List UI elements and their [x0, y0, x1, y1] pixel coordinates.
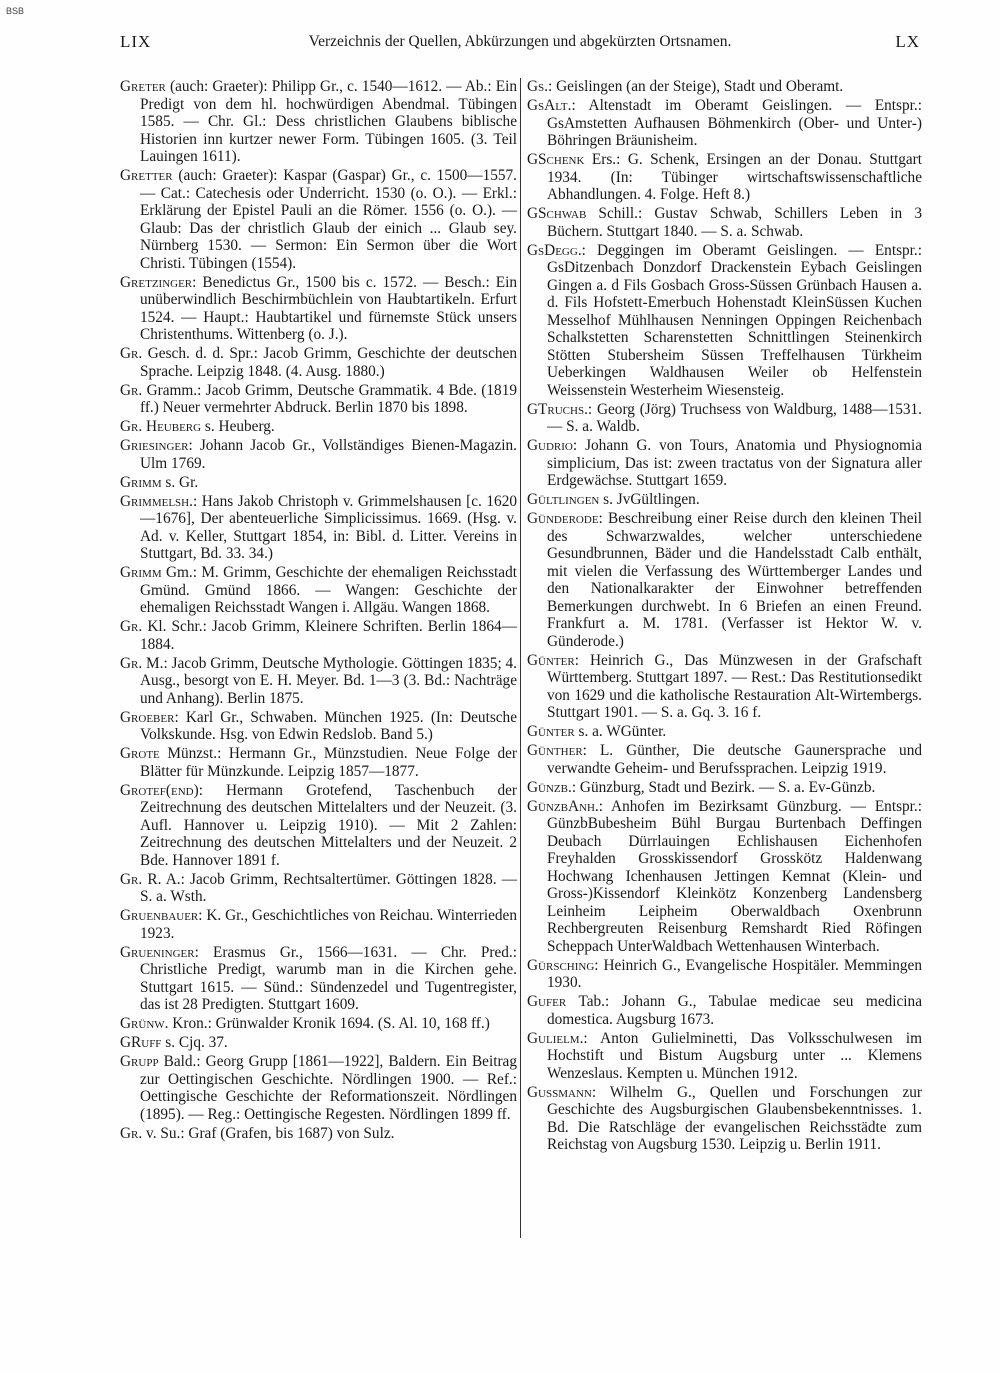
entry-key: Gr. — [120, 345, 143, 362]
left-page-number: LIX — [120, 32, 152, 51]
index-entry — [120, 907, 517, 942]
entry-text: : Geislingen (an der Steige), Stadt und Oberamt. — [548, 78, 844, 95]
index-entry — [527, 97, 922, 150]
entry-key: Gruenbauer — [120, 907, 199, 924]
index-entry — [527, 779, 922, 797]
entry-text: : K. Gr., Geschichtliches von Reichau. Winterrieden 1923. — [140, 907, 517, 942]
index-entry — [120, 78, 517, 166]
entry-text: s. JvGültlingen. — [599, 491, 700, 508]
index-entry — [120, 1015, 517, 1033]
entry-key: Gültlingen — [527, 491, 600, 508]
index-entry — [120, 274, 517, 344]
index-entry — [527, 957, 922, 992]
index-entry — [527, 78, 922, 96]
right-page-number: LX — [895, 32, 920, 51]
index-entry — [120, 474, 517, 492]
index-entry — [527, 491, 922, 509]
entry-key: Griesinger — [120, 437, 189, 454]
watermark: BSB — [6, 6, 25, 16]
entry-key: Gs. — [527, 78, 548, 95]
entry-key: Gr. — [120, 870, 143, 888]
entry-key: Grotef(end) — [120, 781, 199, 799]
entry-key: GSchenk — [527, 151, 585, 168]
column-divider — [520, 78, 521, 1238]
entry-key: Grupp — [120, 1053, 159, 1070]
index-entry — [120, 1034, 517, 1052]
index-entry — [527, 1084, 922, 1154]
entry-text: Schill.: Gustav Schwab, Schillers Leben in 3 Büchern. Stuttgart 1840. — S. a. Schwab. — [547, 205, 922, 240]
index-entry — [120, 1125, 517, 1143]
index-entry — [120, 944, 517, 1014]
index-entry — [527, 723, 922, 741]
entry-key: Günter — [527, 723, 575, 740]
entry-key: GsAlt. — [527, 97, 572, 114]
entry-key: Grimm — [120, 564, 162, 581]
entry-text: : Deggingen im Oberamt Geislingen. — Entspr.: GsDitzenbach Donzdorf Drackenstein Eybach Geislingen Gingen a. d Fils Gosbach Gross-Süssen Grünbach Hausen a. d. Fils Hofstett-Emerbuch Hohenstadt KleinSüssen Kuchen Messelhof Mühlhausen Nenningen Oppingen Reichenbach Schalkstetten Scharenstetten Schnittlingen Steinenkirch Stötten Stubersheim Süssen Treffelhausen Türkheim Ueberkingen Waldhausen Weiler ob Helfenstein Weissenstein Westerheim Wiesensteig. — [547, 241, 922, 399]
entry-text: M.: Jacob Grimm, Deutsche Mythologie. Göttingen 1835; 4. Ausg., besorgt von E. H. Meyer. Bd. 1—3 (3. Bd.: Nachträge und Anhang). Berlin 1875. — [140, 654, 517, 707]
entry-key: Gr. — [120, 618, 143, 635]
entry-text: : Hans Jakob Christoph v. Grimmelshausen [c. 1620—1676], Der abenteuerliche Simplicissimus. 1669. (Hsg. v. Ad. v. Keller, Stuttgart 1854, in: Bibl. d. Litter. Vereins in Stuttgart, Bd. 33. 34.) — [140, 492, 517, 562]
entry-key: Grueninger — [120, 943, 195, 961]
entry-key: Grimmelsh. — [120, 492, 193, 510]
index-entry — [120, 167, 517, 272]
index-entry — [527, 742, 922, 777]
entry-text: (auch: Graeter): Philipp Gr., c. 1540—1612. — Ab.: Ein Predigt von dem hl. hochwürdigen Abendmal. Tübingen 1585. — Chr. Gl.: Dess christlichen Glaubens biblische Historien inn kurtzer newer Form. Tübingen 1605. (3. Teil Lauingen 1611). — [140, 78, 517, 165]
entry-text: Kl. Schr.: Jacob Grimm, Kleinere Schriften. Berlin 1864—1884. — [140, 618, 517, 653]
entry-text: : Benedictus Gr., 1500 bis c. 1572. — Besch.: Ein unüberwindlich Beschirmbüchlein von Haubtartikeln. Erfurt 1524. — Haupt.: Haubtartikel und fürnemste Stück unsers Christenthums. Wittenberg (o. J.). — [140, 273, 517, 343]
entry-text: s. Gr. — [161, 473, 199, 491]
entry-text: : Anton Gulielminetti, Das Volksschulwesen im Hochstift und Bistum Augsburg unter ... Klemens Wenzeslaus. Kempten u. München 1912. — [547, 1029, 922, 1082]
index-entry — [527, 151, 922, 204]
index-entry — [527, 205, 922, 240]
index-entry — [527, 510, 922, 650]
entry-text: : Beschreibung einer Reise durch den kleinen Theil des Schwarzwaldes, welcher unterschiedene Gesundbrunnen, Bäder und die Handelsstadt Calb enthält, mit vielen die Verfassung des Württemberger Landes und den Nationalkarakter der Einwohner betreffenden Bemerkungen durchwebt. In 6 Briefen an einen Freund. Frankfurt a. M. 1781. (Verfasser ist Hektor W. v. Günderode.) — [547, 510, 922, 650]
index-entry — [120, 655, 517, 708]
entry-text: R. A.: Jacob Grimm, Rechtsaltertümer. Göttingen 1828. — S. a. Wsth. — [140, 870, 517, 905]
index-entry — [120, 745, 517, 780]
entry-text: s. Cjq. 37. — [161, 1034, 228, 1051]
entry-key: GTruchs. — [527, 400, 588, 418]
entry-key: Groeber — [120, 708, 175, 726]
index-entry — [120, 382, 517, 417]
entry-text: (auch: Graeter): Kaspar (Gaspar) Gr., c. 1500—1557. — Cat.: Catechesis oder Underricht. 1530 (o. O.). — Erkl.: Erklärung der Epistel Pauli an die Römer. 1556 (o. O.). — Glaub: Das der christlich Glaub der einich ... Glaub sey. Nürnberg 1530. — Sermon: Ein Sermon über die Wort Christi. Tübingen (1554). — [140, 167, 517, 272]
index-entry — [120, 345, 517, 380]
entry-text: : Altenstadt im Oberamt Geislingen. — Entspr.: GsAmstetten Aufhausen Böhmenkirch (Ober- und Unter-) Böhringen Bräunisheim. — [547, 97, 922, 149]
index-entry — [120, 564, 517, 617]
entry-text: Kron.: Grünwalder Kronik 1694. (S. Al. 10, 168 ff.) — [168, 1015, 490, 1032]
entry-key: Gufer — [527, 993, 567, 1010]
entry-key: Gr. — [120, 381, 143, 399]
entry-key: Gr. — [120, 654, 143, 672]
index-entry — [120, 437, 517, 472]
left-column — [120, 78, 517, 1144]
entry-text: s. Heuberg. — [201, 418, 275, 435]
entry-key: GRuff — [120, 1034, 162, 1051]
index-entry — [527, 401, 922, 436]
entry-key: GünzbAnh. — [527, 797, 599, 815]
entry-text: : L. Günther, Die deutsche Gaunersprache und verwandte Geheim- und Berufssprachen. Leipzig 1919. — [547, 742, 922, 777]
index-entry — [120, 871, 517, 906]
entry-text: Ers.: G. Schenk, Ersingen an der Donau. Stuttgart 1934. (In: Tübinger wirtschaftswissenschaftliche Abhandlungen. 4. Folge. Heft 8.) — [547, 151, 922, 203]
entry-key: Grote — [120, 745, 160, 762]
index-entry — [120, 418, 517, 436]
entry-text: : Karl Gr., Schwaben. München 1925. (In: Deutsche Volkskunde. Hsg. von Edwin Redslob. Band 5.) — [140, 708, 517, 743]
entry-text: : Erasmus Gr., 1566—1631. — Chr. Pred.: Christliche Predigt, warumb man in die Kirchen gehe. Stuttgart 1615. — Sünd.: Sündenzedel und Tugentregister, das ist 28 Predigten. Stuttgart 1609. — [140, 943, 517, 1013]
entry-key: Gussmann — [527, 1083, 592, 1101]
entry-text: Gesch. d. d. Spr.: Jacob Grimm, Geschichte der deutschen Sprache. Leipzig 1848. (4. Ausg. 1880.) — [140, 345, 517, 380]
entry-text: : Johann G. von Tours, Anatomia und Physiognomia simplicium, Das ist: zween tractatus von der Signatura aller Erdgewächse. Stuttgart 1659. — [547, 437, 922, 489]
entry-key: Grimm — [120, 473, 162, 491]
entry-text: s. a. WGünter. — [574, 723, 667, 740]
entry-key: Gudrio — [527, 437, 573, 454]
index-entry — [120, 782, 517, 870]
entry-text: : Hermann Grotefend, Taschenbuch der Zeitrechnung des deutschen Mittelalters und der Neuzeit. (3. Aufl. Hannover u. Leipzig 1910). — Mit 2 Zahlen: Zeitrechnung des deutschen Mittelalters und der Neuzeit. 2 Bde. Hannover 1891 f. — [140, 781, 517, 869]
right-column — [527, 78, 922, 1155]
entry-text: Bald.: Georg Grupp [1861—1922], Baldern. Ein Beitrag zur Oettingischen Geschichte. Nördlingen 1900. — Ref.: Oettingische Geschichte der Reformationszeit. Nördlingen (1895). — Reg.: Oettingische Regesten. Nördlingen 1899 ff. — [140, 1053, 517, 1123]
index-entry — [120, 493, 517, 563]
entry-text: Gramm.: Jacob Grimm, Deutsche Grammatik. 4 Bde. (1819 ff.) Neuer vermehrter Abdruck. Berlin 1870 bis 1898. — [140, 381, 517, 416]
index-entry — [120, 709, 517, 744]
index-entry — [527, 1030, 922, 1083]
entry-text: Münzst.: Hermann Gr., Münzstudien. Neue Folge der Blätter für Münzkunde. Leipzig 1857—1877. — [140, 745, 517, 780]
index-entry — [527, 242, 922, 400]
entry-text: : Heinrich G., Evangelische Hospitäler. Memmingen 1930. — [547, 956, 922, 991]
index-entry — [527, 437, 922, 490]
index-entry — [120, 1053, 517, 1123]
entry-text: : Wilhelm G., Quellen und Forschungen zur Geschichte des Augsburgischen Glaubensbekenntnisses. 1. Bd. Die Ratschläge der evangelischen Reichsstädte zum Reichstag von Augsburg 1530. Leipzig u. Berlin 1911. — [547, 1083, 922, 1153]
entry-text: Gm.: M. Grimm, Geschichte der ehemaligen Reichsstadt Gmünd. Gmünd 1866. — Wangen: Geschichte der ehemaligen Reichsstadt Wangen i. Allgäu. Wangen 1868. — [140, 564, 517, 616]
entry-text: : Johann Jacob Gr., Vollständiges Bienen-Magazin. Ulm 1769. — [140, 437, 517, 472]
entry-text: Tab.: Johann G., Tabulae medicae seu medicina domestica. Augsburg 1673. — [547, 993, 922, 1028]
entry-key: Gürsching — [527, 956, 595, 974]
index-entry — [527, 993, 922, 1028]
entry-key: GsDegg. — [527, 241, 582, 259]
entry-text: : Georg (Jörg) Truchsess von Waldburg, 1488—1531. — S. a. Waldb. — [547, 400, 922, 435]
entry-key: Günter — [527, 651, 575, 669]
entry-key: Greter — [120, 78, 166, 95]
entry-key: Günther — [527, 742, 583, 759]
index-entry — [120, 618, 517, 653]
entry-key: Gulielm. — [527, 1029, 584, 1047]
entry-key: Gr. — [120, 1124, 143, 1142]
entry-text: v. Su.: Graf (Grafen, bis 1687) von Sulz. — [142, 1124, 395, 1142]
page-header — [120, 32, 920, 56]
page-title: Verzeichnis der Quellen, Abkürzungen und abgekürzten Ortsnamen. — [308, 33, 732, 50]
entry-key: Günzb. — [527, 778, 572, 796]
entry-text: : Heinrich G., Das Münzwesen in der Grafschaft Württemberg. Stuttgart 1897. — Rest.: Das Restitutionsedikt von 1629 und die katholische Restauration Alt-Wirtembergs. Stuttgart 1901. — S. a. Gq. 3. 16 f. — [547, 651, 922, 721]
entry-key: GSchwab — [527, 205, 587, 222]
entry-key: Gretter — [120, 167, 173, 184]
entry-key: Grünw. — [120, 1015, 169, 1032]
entry-key: Gr. Heuberg — [120, 418, 202, 435]
entry-text: : Günzburg, Stadt und Bezirk. — S. a. Ev-Günzb. — [571, 778, 876, 796]
entry-text: : Anhofen im Bezirksamt Günzburg. — Entspr.: GünzbBubesheim Bühl Burgau Burtenbach Deffingen Deubach Dürrlauingen Echlishausen Eichenhofen Freyhalden Grosskissendorf Grosskötz Haldenwang Hochwang Ichenhausen Jettingen Kemnat (Klein- und Gross-)Kissendorf Kleinkötz Konzenberg Landensberg Leinheim Leipheim Oberwaldbach Oxenbrunn Rechbergreuten Reisenburg Remshardt Ried Röfingen Scheppach UnterWaldbach Wettenhausen Winterbach. — [547, 797, 922, 955]
entry-key: Günderode — [527, 510, 599, 527]
index-entry — [527, 652, 922, 722]
index-entry — [527, 798, 922, 956]
entry-key: Gretzinger — [120, 273, 193, 291]
